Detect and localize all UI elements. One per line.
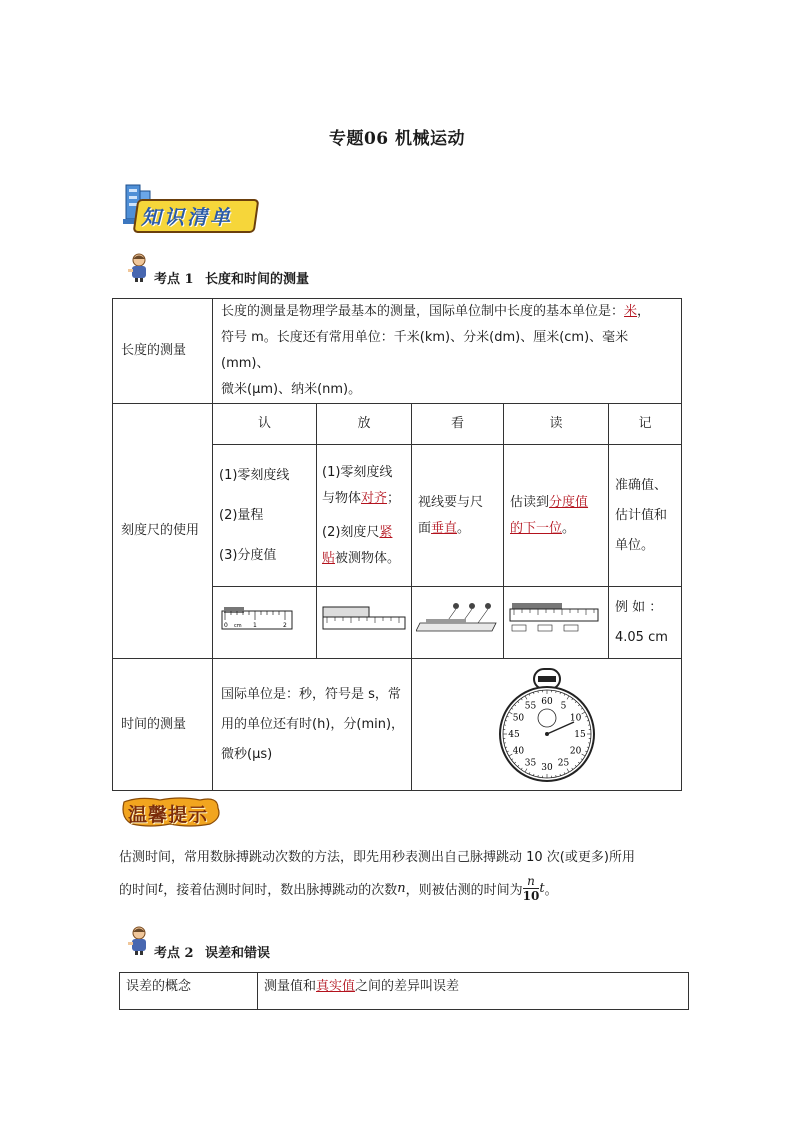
example-value: 4.05 cm xyxy=(615,629,668,645)
example-cell xyxy=(609,587,682,659)
unit-answer-mi: 米 xyxy=(624,304,638,319)
tip-banner xyxy=(120,796,222,828)
length-label: 长度的测量 xyxy=(113,299,213,404)
kp2-label: 考点 2 xyxy=(154,946,194,961)
time-label: 时间的测量 xyxy=(113,659,213,791)
error-table xyxy=(119,972,689,1010)
dial-number: 45 xyxy=(507,729,520,740)
kp1-label: 考点 1 xyxy=(154,272,194,287)
answer-align: 对齐 xyxy=(361,490,388,506)
tip-line-1: 估测时间，常用数脉搏跳动次数的方法，即先用秒表测出自己脉搏跳动 10 次(或更多)所用 xyxy=(119,850,635,865)
dial-number: 10 xyxy=(569,713,581,723)
header-ji: 记 xyxy=(609,404,682,445)
tip-banner-text: 温馨提示 xyxy=(128,804,209,826)
teacher-icon xyxy=(126,252,152,282)
cell-ren: (1)零刻度线 (2)量程 (3)分度值 xyxy=(213,445,317,587)
cell-du: 估读到分度值 的下一位。 xyxy=(504,445,609,587)
dial-number: 5 xyxy=(560,700,566,711)
time-fraction: $\frac{n}{10}$ xyxy=(522,874,540,903)
dial-number: 35 xyxy=(524,758,536,769)
error-concept-value: 测量值和真实值之间的差异叫误差 xyxy=(258,973,689,1010)
dial-number: 15 xyxy=(573,729,586,740)
answer-perpendicular: 垂直 xyxy=(431,520,458,536)
ruler-tick-2: 2 xyxy=(283,621,287,629)
ruler-figure-4 xyxy=(504,587,609,659)
dial-number: 30 xyxy=(540,762,553,773)
ruler-figure-1 xyxy=(213,587,317,659)
ruler-tick-cm: cm xyxy=(234,622,242,629)
ruler-label: 刻度尺的使用 xyxy=(113,404,213,659)
ruler-tick-0: 0 xyxy=(224,621,228,629)
cell-ji: 准确值、 估计值和 单位。 xyxy=(609,445,682,587)
knowledge-banner-text: 知识清单 xyxy=(141,205,233,229)
teacher-icon xyxy=(126,925,152,955)
length-time-table xyxy=(112,298,682,791)
dial-number: 25 xyxy=(557,758,569,769)
answer-true-value: 真实值 xyxy=(316,979,356,994)
header-ren: 认 xyxy=(213,404,317,445)
dial-number: 55 xyxy=(524,700,536,711)
page-title: 专题06 机械运动 xyxy=(328,129,466,149)
dial-number: 20 xyxy=(569,746,581,756)
ruler-figure-3 xyxy=(412,587,504,659)
header-fang: 放 xyxy=(317,404,412,445)
dial-number: 50 xyxy=(512,713,524,723)
dial-number: 40 xyxy=(512,746,524,756)
time-desc: 国际单位是：秒，符号是 s，常 用的单位还有时(h)，分(min)， 微秒(μs) xyxy=(213,659,412,791)
stopwatch-icon xyxy=(492,666,602,784)
tip-line-2: 的时间 t ，接着估测时间时，数出脉搏跳动的次数 n ，则被估测的时间为 $\frac{n}{10}$ t 。 xyxy=(119,874,558,903)
header-du: 读 xyxy=(504,404,609,445)
error-concept-label: 误差的概念 xyxy=(120,973,258,1010)
cell-kan: 视线要与尺 面垂直。 xyxy=(412,445,504,587)
length-desc: 长度的测量是物理学最基本的测量，国际单位制中长度的基本单位是：米， 符号 m。长度还有常用单位：千米(km)、分米(dm)、厘米(cm)、毫米(mm)、 微米(μm)、纳米(nm)。 xyxy=(213,299,682,404)
dial-number: 60 xyxy=(540,696,553,707)
stopwatch-cell xyxy=(412,659,682,791)
kp1-title: 长度和时间的测量 xyxy=(205,272,310,287)
ruler-figure-2 xyxy=(317,587,412,659)
kp2-title: 误差和错误 xyxy=(205,946,271,961)
ruler-tick-1: 1 xyxy=(253,621,257,629)
cell-fang: (1)零刻度线 与物体对齐； (2)刻度尺紧 贴被测物体。 xyxy=(317,445,412,587)
example-label: 例 如 ： xyxy=(615,599,663,615)
knowledge-banner xyxy=(121,183,251,233)
header-kan: 看 xyxy=(412,404,504,445)
